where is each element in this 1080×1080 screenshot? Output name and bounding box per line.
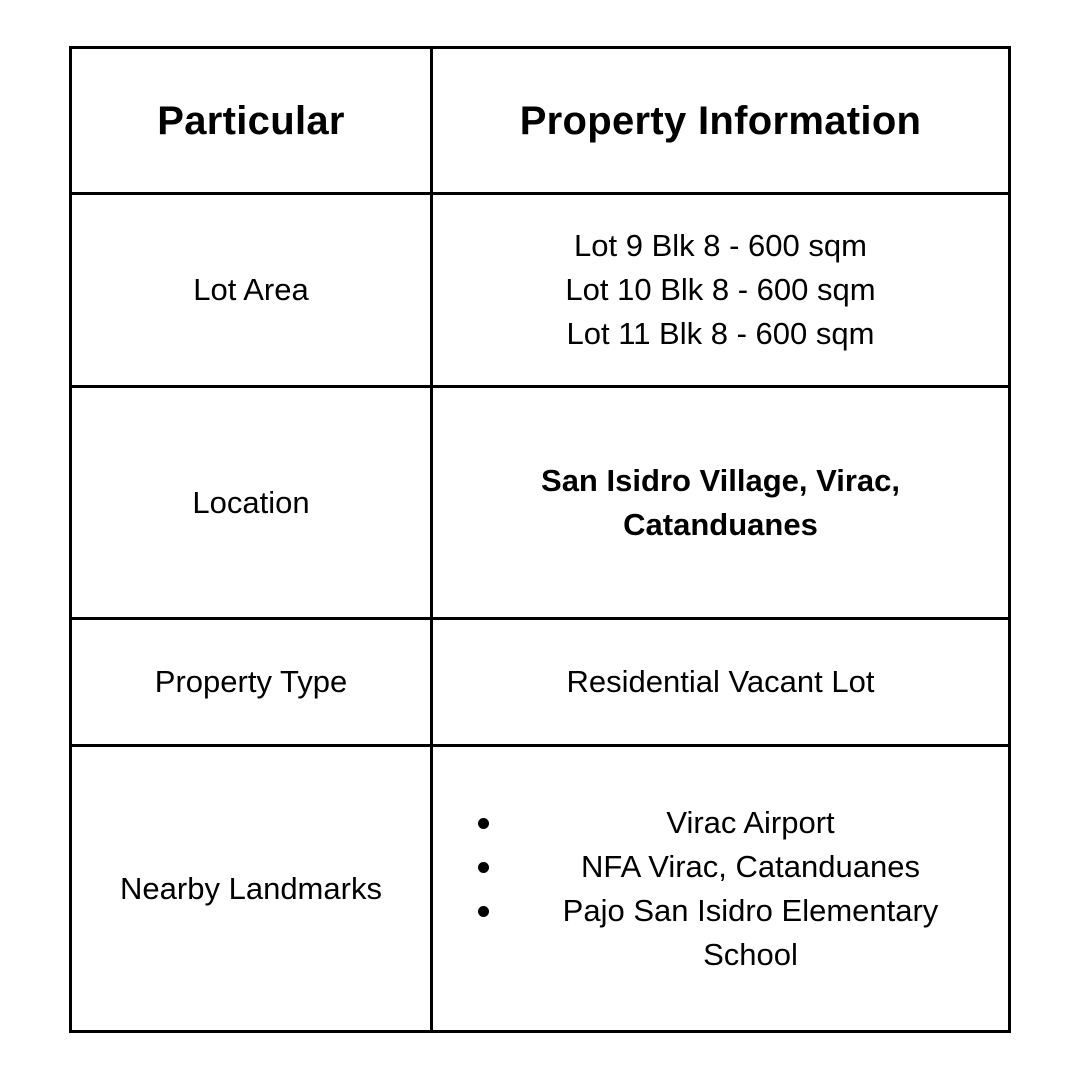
bullet-icon [478, 818, 489, 829]
list-item [433, 845, 1008, 889]
bullet-icon [478, 906, 489, 917]
lot-area-line: Lot 9 Blk 8 - 600 sqm [574, 228, 867, 263]
landmarks-list [433, 801, 1008, 977]
row-label-lot-area [72, 195, 433, 388]
lot-area-label: Lot Area [193, 272, 309, 307]
row-label-nearby-landmarks [72, 747, 433, 1030]
landmark-text: Pajo San Isidro Elementary School [562, 892, 939, 972]
header-particular [72, 49, 433, 195]
location-line: San Isidro Village, Virac, [541, 462, 900, 498]
property-type-label: Property Type [154, 664, 348, 699]
property-type-value: Residential Vacant Lot [566, 664, 875, 699]
row-value-location [433, 388, 1008, 620]
row-value-nearby-landmarks [433, 747, 1008, 1030]
row-value-lot-area [433, 195, 1008, 388]
location-label: Location [192, 484, 310, 520]
location-line: Catanduanes [623, 506, 818, 542]
property-info-table [69, 46, 1011, 1033]
lot-area-line: Lot 11 Blk 8 - 600 sqm [566, 316, 875, 351]
list-item [433, 889, 1008, 977]
bullet-icon [478, 862, 489, 873]
row-value-property-type [433, 620, 1008, 747]
lot-area-line: Lot 10 Blk 8 - 600 sqm [565, 272, 876, 307]
row-label-property-type [72, 620, 433, 747]
landmark-text: NFA Virac, Catanduanes [581, 848, 920, 884]
header-particular-label: Particular [157, 98, 345, 143]
header-property-information-label: Property Information [519, 98, 922, 143]
landmark-text: Virac Airport [666, 804, 835, 840]
header-property-information [433, 49, 1008, 195]
nearby-landmarks-label: Nearby Landmarks [120, 870, 382, 906]
list-item [433, 801, 1008, 845]
row-label-location [72, 388, 433, 620]
